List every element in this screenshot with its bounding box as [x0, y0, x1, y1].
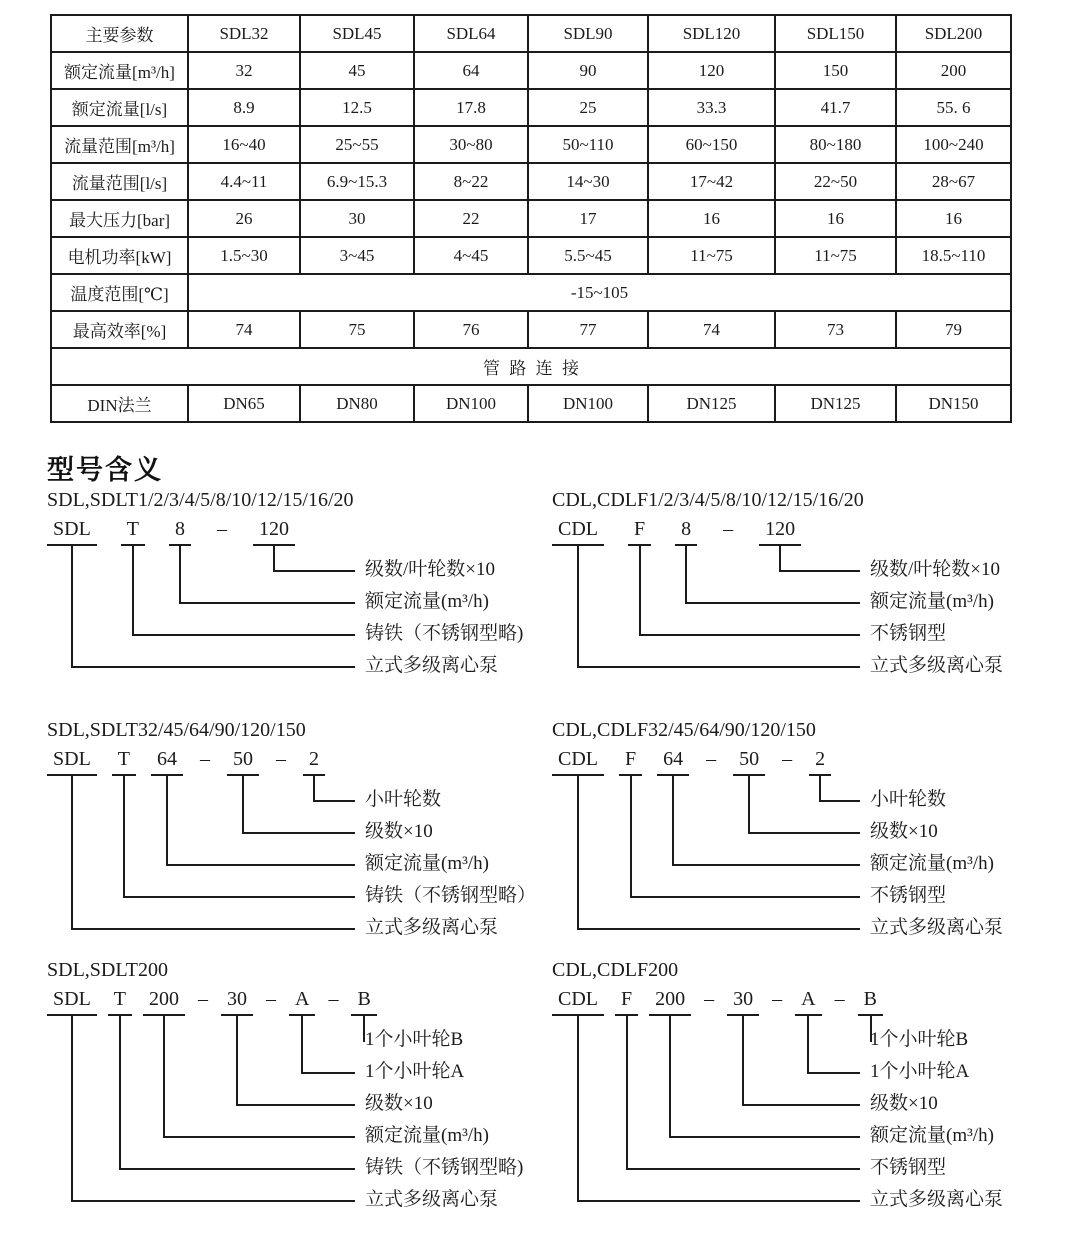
merged-cell-value: -15~105	[188, 274, 1011, 311]
cell-value: 79	[896, 311, 1011, 348]
model-series-title: CDL,CDLF32/45/64/90/120/150	[552, 719, 816, 741]
connector-vertical-line	[577, 1016, 579, 1202]
cell-value: 22~50	[775, 163, 896, 200]
model-code-dash: –	[834, 988, 845, 1010]
cell-value: 100~240	[896, 126, 1011, 163]
cell-value: 16	[648, 200, 775, 237]
model-code-token: SDL	[47, 518, 97, 546]
cell-value: 11~75	[648, 237, 775, 274]
connector-horizontal-line	[236, 1104, 355, 1106]
model-code-dash: –	[704, 988, 715, 1010]
cell-value: 16~40	[188, 126, 300, 163]
connector-horizontal-line	[577, 1200, 860, 1202]
section-heading: 型号含义	[47, 455, 163, 485]
connector-vertical-line	[71, 546, 73, 668]
column-header-model: SDL45	[300, 15, 414, 52]
model-part-label: 小叶轮数	[365, 789, 442, 810]
connector-horizontal-line	[123, 896, 355, 898]
model-series-title: CDL,CDLF1/2/3/4/5/8/10/12/15/16/20	[552, 489, 864, 511]
model-part-label: 立式多级离心泵	[365, 917, 499, 938]
model-diagram-cdl-cdlf-200	[552, 958, 1067, 1228]
model-code-token: B	[858, 988, 883, 1016]
cell-value: 90	[528, 52, 648, 89]
cell-value: 150	[775, 52, 896, 89]
connector-vertical-line	[179, 546, 181, 604]
table-row	[51, 89, 1011, 126]
cell-value: DN150	[896, 385, 1011, 422]
connector-horizontal-line	[685, 602, 860, 604]
connector-vertical-line	[639, 546, 641, 636]
model-part-label: 额定流量(m³/h)	[870, 1125, 994, 1146]
connector-vertical-line	[71, 1016, 73, 1202]
model-part-label: 级数×10	[870, 1093, 938, 1114]
column-header-model: SDL32	[188, 15, 300, 52]
table-row	[51, 163, 1011, 200]
connector-horizontal-line	[807, 1072, 860, 1074]
model-diagram-sdl-sdlt-mid	[47, 718, 562, 962]
model-part-label: 不锈钢型	[870, 885, 947, 906]
model-code-dash: –	[782, 748, 793, 770]
model-part-label: 立式多级离心泵	[870, 1189, 1004, 1210]
connector-vertical-line	[630, 776, 632, 898]
row-label: 额定流量[m³/h]	[51, 52, 188, 89]
model-code-row	[552, 748, 1067, 776]
connector-vertical-line	[132, 546, 134, 636]
table-row	[51, 52, 1011, 89]
model-part-label: 额定流量(m³/h)	[365, 853, 489, 874]
model-code-dash: –	[266, 988, 277, 1010]
model-series-title: SDL,SDLT200	[47, 959, 168, 981]
cell-value: DN100	[528, 385, 648, 422]
cell-value: 74	[188, 311, 300, 348]
model-part-label: 额定流量(m³/h)	[870, 853, 994, 874]
model-code-token: T	[112, 748, 136, 776]
connector-vertical-line	[779, 546, 781, 572]
model-part-label: 立式多级离心泵	[365, 655, 499, 676]
model-code-token: 64	[657, 748, 689, 776]
connector-vertical-line	[163, 1016, 165, 1138]
model-series-title: SDL,SDLT32/45/64/90/120/150	[47, 719, 306, 741]
connector-vertical-line	[672, 776, 674, 866]
connector-vertical-line	[301, 1016, 303, 1074]
model-code-token: CDL	[552, 988, 604, 1016]
model-code-row	[47, 518, 562, 546]
connector-horizontal-line	[626, 1168, 860, 1170]
connector-horizontal-line	[71, 1200, 355, 1202]
cell-value: 17	[528, 200, 648, 237]
cell-value: 45	[300, 52, 414, 89]
column-header-model: SDL90	[528, 15, 648, 52]
connector-horizontal-line	[163, 1136, 355, 1138]
cell-value: 26	[188, 200, 300, 237]
table-row	[51, 385, 1011, 422]
model-part-label: 1个小叶轮B	[365, 1029, 464, 1050]
model-part-label: 1个小叶轮A	[365, 1061, 465, 1082]
connector-vertical-line	[242, 776, 244, 834]
cell-value: 50~110	[528, 126, 648, 163]
table-row	[51, 274, 1011, 311]
cell-value: 28~67	[896, 163, 1011, 200]
cell-value: 4~45	[414, 237, 528, 274]
cell-value: 4.4~11	[188, 163, 300, 200]
table-row	[51, 311, 1011, 348]
cell-value: 33.3	[648, 89, 775, 126]
cell-value: 22	[414, 200, 528, 237]
connector-vertical-line	[748, 776, 750, 834]
model-code-token: T	[108, 988, 132, 1016]
cell-value: 200	[896, 52, 1011, 89]
row-label: 流量范围[l/s]	[51, 163, 188, 200]
cell-value: 77	[528, 311, 648, 348]
model-diagram-cdl-cdlf-mid	[552, 718, 1067, 962]
row-label: 流量范围[m³/h]	[51, 126, 188, 163]
table-row	[51, 237, 1011, 274]
cell-value: 16	[896, 200, 1011, 237]
model-code-dash: –	[723, 518, 734, 540]
model-code-token: F	[619, 748, 642, 776]
cell-value: 18.5~110	[896, 237, 1011, 274]
model-part-label: 立式多级离心泵	[870, 655, 1004, 676]
model-diagram-sdl-sdlt-200	[47, 958, 562, 1228]
connector-vertical-line	[119, 1016, 121, 1170]
cell-value: 25~55	[300, 126, 414, 163]
model-diagram-sdl-sdlt-small	[47, 488, 562, 700]
column-header-model: SDL64	[414, 15, 528, 52]
cell-value: 41.7	[775, 89, 896, 126]
model-part-label: 不锈钢型	[870, 623, 947, 644]
model-code-row	[47, 988, 562, 1016]
connector-vertical-line	[273, 546, 275, 572]
model-part-label: 铸铁（不锈钢型略）	[365, 885, 537, 906]
connector-horizontal-line	[71, 666, 355, 668]
model-code-row	[552, 518, 1067, 546]
model-part-label: 立式多级离心泵	[870, 917, 1004, 938]
model-code-token: B	[351, 988, 376, 1016]
cell-value: 6.9~15.3	[300, 163, 414, 200]
connector-vertical-line	[742, 1016, 744, 1106]
model-code-dash: –	[217, 518, 228, 540]
model-code-token: 50	[227, 748, 259, 776]
model-code-row	[552, 988, 1067, 1016]
connector-vertical-line	[313, 776, 315, 802]
model-code-token: 2	[303, 748, 325, 776]
cell-value: DN80	[300, 385, 414, 422]
model-code-token: 2	[809, 748, 831, 776]
column-header-model: SDL120	[648, 15, 775, 52]
connector-horizontal-line	[179, 602, 355, 604]
cell-value: 16	[775, 200, 896, 237]
connector-vertical-line	[577, 776, 579, 930]
merged-cell-pipe-connection: 管路连接	[51, 348, 1011, 385]
cell-value: 17.8	[414, 89, 528, 126]
cell-value: 30	[300, 200, 414, 237]
connector-horizontal-line	[242, 832, 355, 834]
model-code-dash: –	[200, 748, 211, 770]
connector-vertical-line	[123, 776, 125, 898]
row-label: 电机功率[kW]	[51, 237, 188, 274]
connector-horizontal-line	[119, 1168, 355, 1170]
connector-vertical-line	[685, 546, 687, 604]
cell-value: 76	[414, 311, 528, 348]
row-label: 最高效率[%]	[51, 311, 188, 348]
model-code-token: 8	[675, 518, 697, 546]
cell-value: 14~30	[528, 163, 648, 200]
model-code-token: 50	[733, 748, 765, 776]
cell-value: 8.9	[188, 89, 300, 126]
model-code-token: 64	[151, 748, 183, 776]
connector-vertical-line	[819, 776, 821, 802]
row-label: 额定流量[l/s]	[51, 89, 188, 126]
model-code-token: 30	[221, 988, 253, 1016]
connector-horizontal-line	[630, 896, 860, 898]
column-header-model: SDL200	[896, 15, 1011, 52]
connector-horizontal-line	[577, 928, 860, 930]
cell-value: DN100	[414, 385, 528, 422]
row-label: 温度范围[℃]	[51, 274, 188, 311]
connector-horizontal-line	[273, 570, 355, 572]
model-part-label: 级数×10	[365, 1093, 433, 1114]
connector-vertical-line	[71, 776, 73, 930]
model-code-dash: –	[706, 748, 717, 770]
cell-value: 32	[188, 52, 300, 89]
cell-value: 8~22	[414, 163, 528, 200]
connector-vertical-line	[166, 776, 168, 866]
model-code-token: A	[289, 988, 315, 1016]
connector-horizontal-line	[742, 1104, 860, 1106]
cell-value: 55. 6	[896, 89, 1011, 126]
cell-value: 30~80	[414, 126, 528, 163]
cell-value: 120	[648, 52, 775, 89]
model-part-label: 额定流量(m³/h)	[365, 591, 489, 612]
model-part-label: 级数×10	[365, 821, 433, 842]
table-row	[51, 126, 1011, 163]
model-series-title: CDL,CDLF200	[552, 959, 679, 981]
model-code-token: CDL	[552, 518, 604, 546]
cell-value: 12.5	[300, 89, 414, 126]
model-code-token: SDL	[47, 748, 97, 776]
column-header-params: 主要参数	[51, 15, 188, 52]
cell-value: 60~150	[648, 126, 775, 163]
cell-value: 73	[775, 311, 896, 348]
cell-value: 64	[414, 52, 528, 89]
connector-vertical-line	[626, 1016, 628, 1170]
model-code-token: 200	[143, 988, 185, 1016]
connector-horizontal-line	[779, 570, 860, 572]
column-header-model: SDL150	[775, 15, 896, 52]
row-label: 最大压力[bar]	[51, 200, 188, 237]
connector-horizontal-line	[669, 1136, 860, 1138]
cell-value: DN65	[188, 385, 300, 422]
model-code-token: CDL	[552, 748, 604, 776]
connector-vertical-line	[577, 546, 579, 668]
cell-value: 17~42	[648, 163, 775, 200]
cell-value: 5.5~45	[528, 237, 648, 274]
model-part-label: 立式多级离心泵	[365, 1189, 499, 1210]
model-part-label: 级数×10	[870, 821, 938, 842]
table-row	[51, 348, 1011, 385]
connector-vertical-line	[669, 1016, 671, 1138]
cell-value: 75	[300, 311, 414, 348]
connector-horizontal-line	[748, 832, 860, 834]
model-series-title: SDL,SDLT1/2/3/4/5/8/10/12/15/16/20	[47, 489, 354, 511]
model-part-label: 不锈钢型	[870, 1157, 947, 1178]
connector-horizontal-line	[301, 1072, 355, 1074]
connector-horizontal-line	[132, 634, 355, 636]
model-code-token: F	[615, 988, 638, 1016]
connector-horizontal-line	[819, 800, 860, 802]
model-code-dash: –	[276, 748, 287, 770]
model-code-token: 30	[727, 988, 759, 1016]
table-row	[51, 200, 1011, 237]
model-part-label: 级数/叶轮数×10	[365, 559, 495, 580]
connector-horizontal-line	[639, 634, 860, 636]
cell-value: 11~75	[775, 237, 896, 274]
connector-vertical-line	[807, 1016, 809, 1074]
cell-value: 25	[528, 89, 648, 126]
model-diagram-cdl-cdlf-small	[552, 488, 1067, 700]
cell-value: 74	[648, 311, 775, 348]
cell-value: 1.5~30	[188, 237, 300, 274]
model-code-dash: –	[328, 988, 339, 1010]
model-part-label: 额定流量(m³/h)	[365, 1125, 489, 1146]
model-code-dash: –	[198, 988, 209, 1010]
model-part-label: 1个小叶轮A	[870, 1061, 970, 1082]
model-code-token: 120	[759, 518, 801, 546]
model-code-token: 120	[253, 518, 295, 546]
model-code-token: F	[628, 518, 651, 546]
model-part-label: 1个小叶轮B	[870, 1029, 969, 1050]
model-part-label: 小叶轮数	[870, 789, 947, 810]
cell-value: 80~180	[775, 126, 896, 163]
connector-horizontal-line	[577, 666, 860, 668]
spec-table	[50, 14, 1012, 423]
cell-value: 3~45	[300, 237, 414, 274]
connector-horizontal-line	[313, 800, 355, 802]
model-code-dash: –	[772, 988, 783, 1010]
model-code-token: 200	[649, 988, 691, 1016]
model-code-token: SDL	[47, 988, 97, 1016]
model-code-token: 8	[169, 518, 191, 546]
cell-value: DN125	[775, 385, 896, 422]
connector-horizontal-line	[166, 864, 355, 866]
model-part-label: 铸铁（不锈钢型略)	[365, 1157, 524, 1178]
row-label: DIN法兰	[51, 385, 188, 422]
model-part-label: 级数/叶轮数×10	[870, 559, 1000, 580]
connector-vertical-line	[236, 1016, 238, 1106]
model-code-token: T	[121, 518, 145, 546]
model-code-row	[47, 748, 562, 776]
table-header-row	[51, 15, 1011, 52]
cell-value: DN125	[648, 385, 775, 422]
model-part-label: 铸铁（不锈钢型略)	[365, 623, 524, 644]
model-part-label: 额定流量(m³/h)	[870, 591, 994, 612]
connector-horizontal-line	[672, 864, 860, 866]
connector-horizontal-line	[71, 928, 355, 930]
model-code-token: A	[795, 988, 821, 1016]
